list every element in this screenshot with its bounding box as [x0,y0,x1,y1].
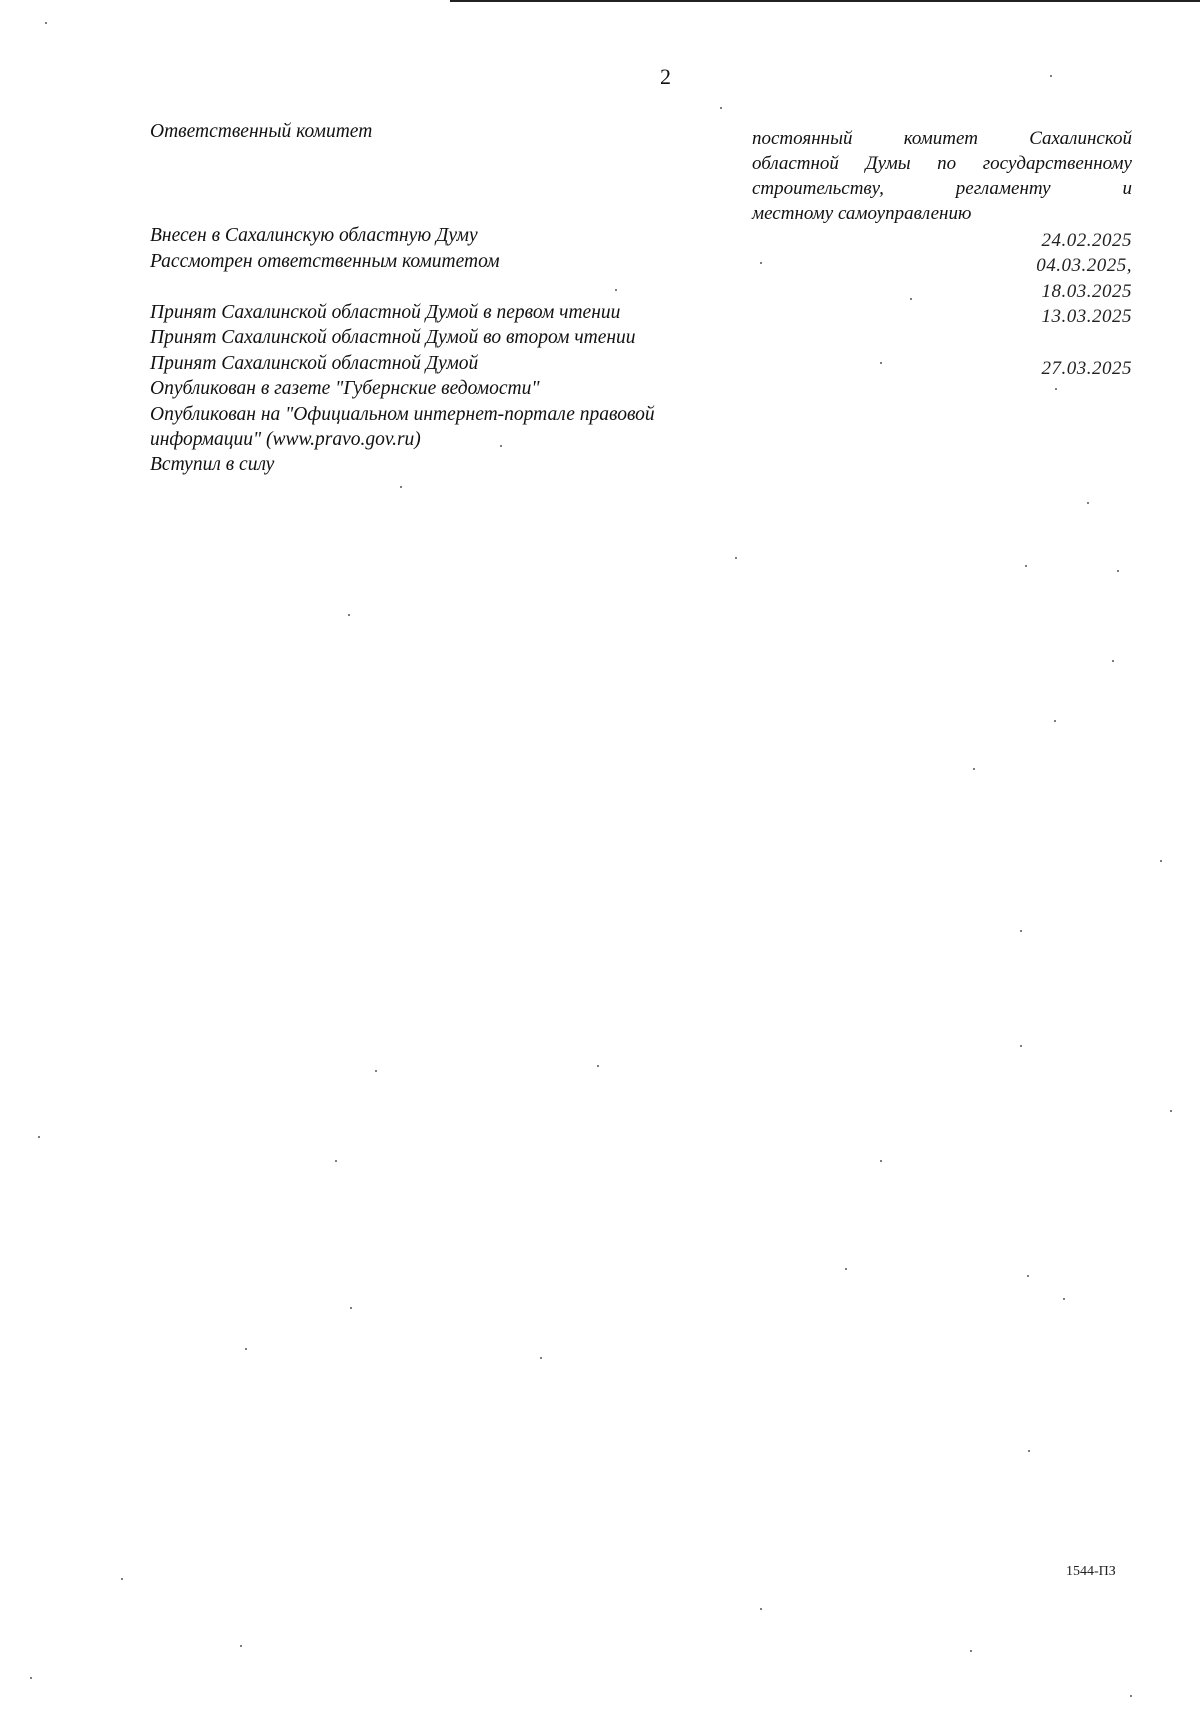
committee-line: постоянный комитет Сахалинской [752,128,1132,149]
committee-line: областной Думы по государственному [752,153,1132,174]
stage-date: 04.03.2025, [1036,255,1132,276]
stage-label: Принят Сахалинской областной Думой в первом чтении [150,302,621,323]
stage-label: Опубликован в газете "Губернские ведомости" [150,378,540,399]
stage-label: информации" (www.pravo.gov.ru) [150,429,421,450]
stage-date: 27.03.2025 [1041,358,1132,379]
scan-top-edge-line [450,0,1200,2]
stage-label: Рассмотрен ответственным комитетом [150,251,500,272]
committee-line: местному самоуправлению [752,203,972,224]
committee-line: строительству, регламенту и [752,178,1132,199]
stage-label: Опубликован на "Официальном интернет-портале правовой [150,404,655,425]
stage-label: Внесен в Сахалинскую областную Думу [150,225,478,246]
stage-date: 18.03.2025 [1041,281,1132,302]
stage-date: 24.02.2025 [1041,230,1132,251]
responsible-committee-label: Ответственный комитет [150,121,373,142]
stage-date: 13.03.2025 [1041,306,1132,327]
stage-label: Принят Сахалинской областной Думой во втором чтении [150,327,636,348]
page-number: 2 [660,64,671,89]
document-code: 1544-ПЗ [1066,1564,1116,1579]
stage-label: Принят Сахалинской областной Думой [150,353,479,374]
stage-label: Вступил в силу [150,454,275,475]
